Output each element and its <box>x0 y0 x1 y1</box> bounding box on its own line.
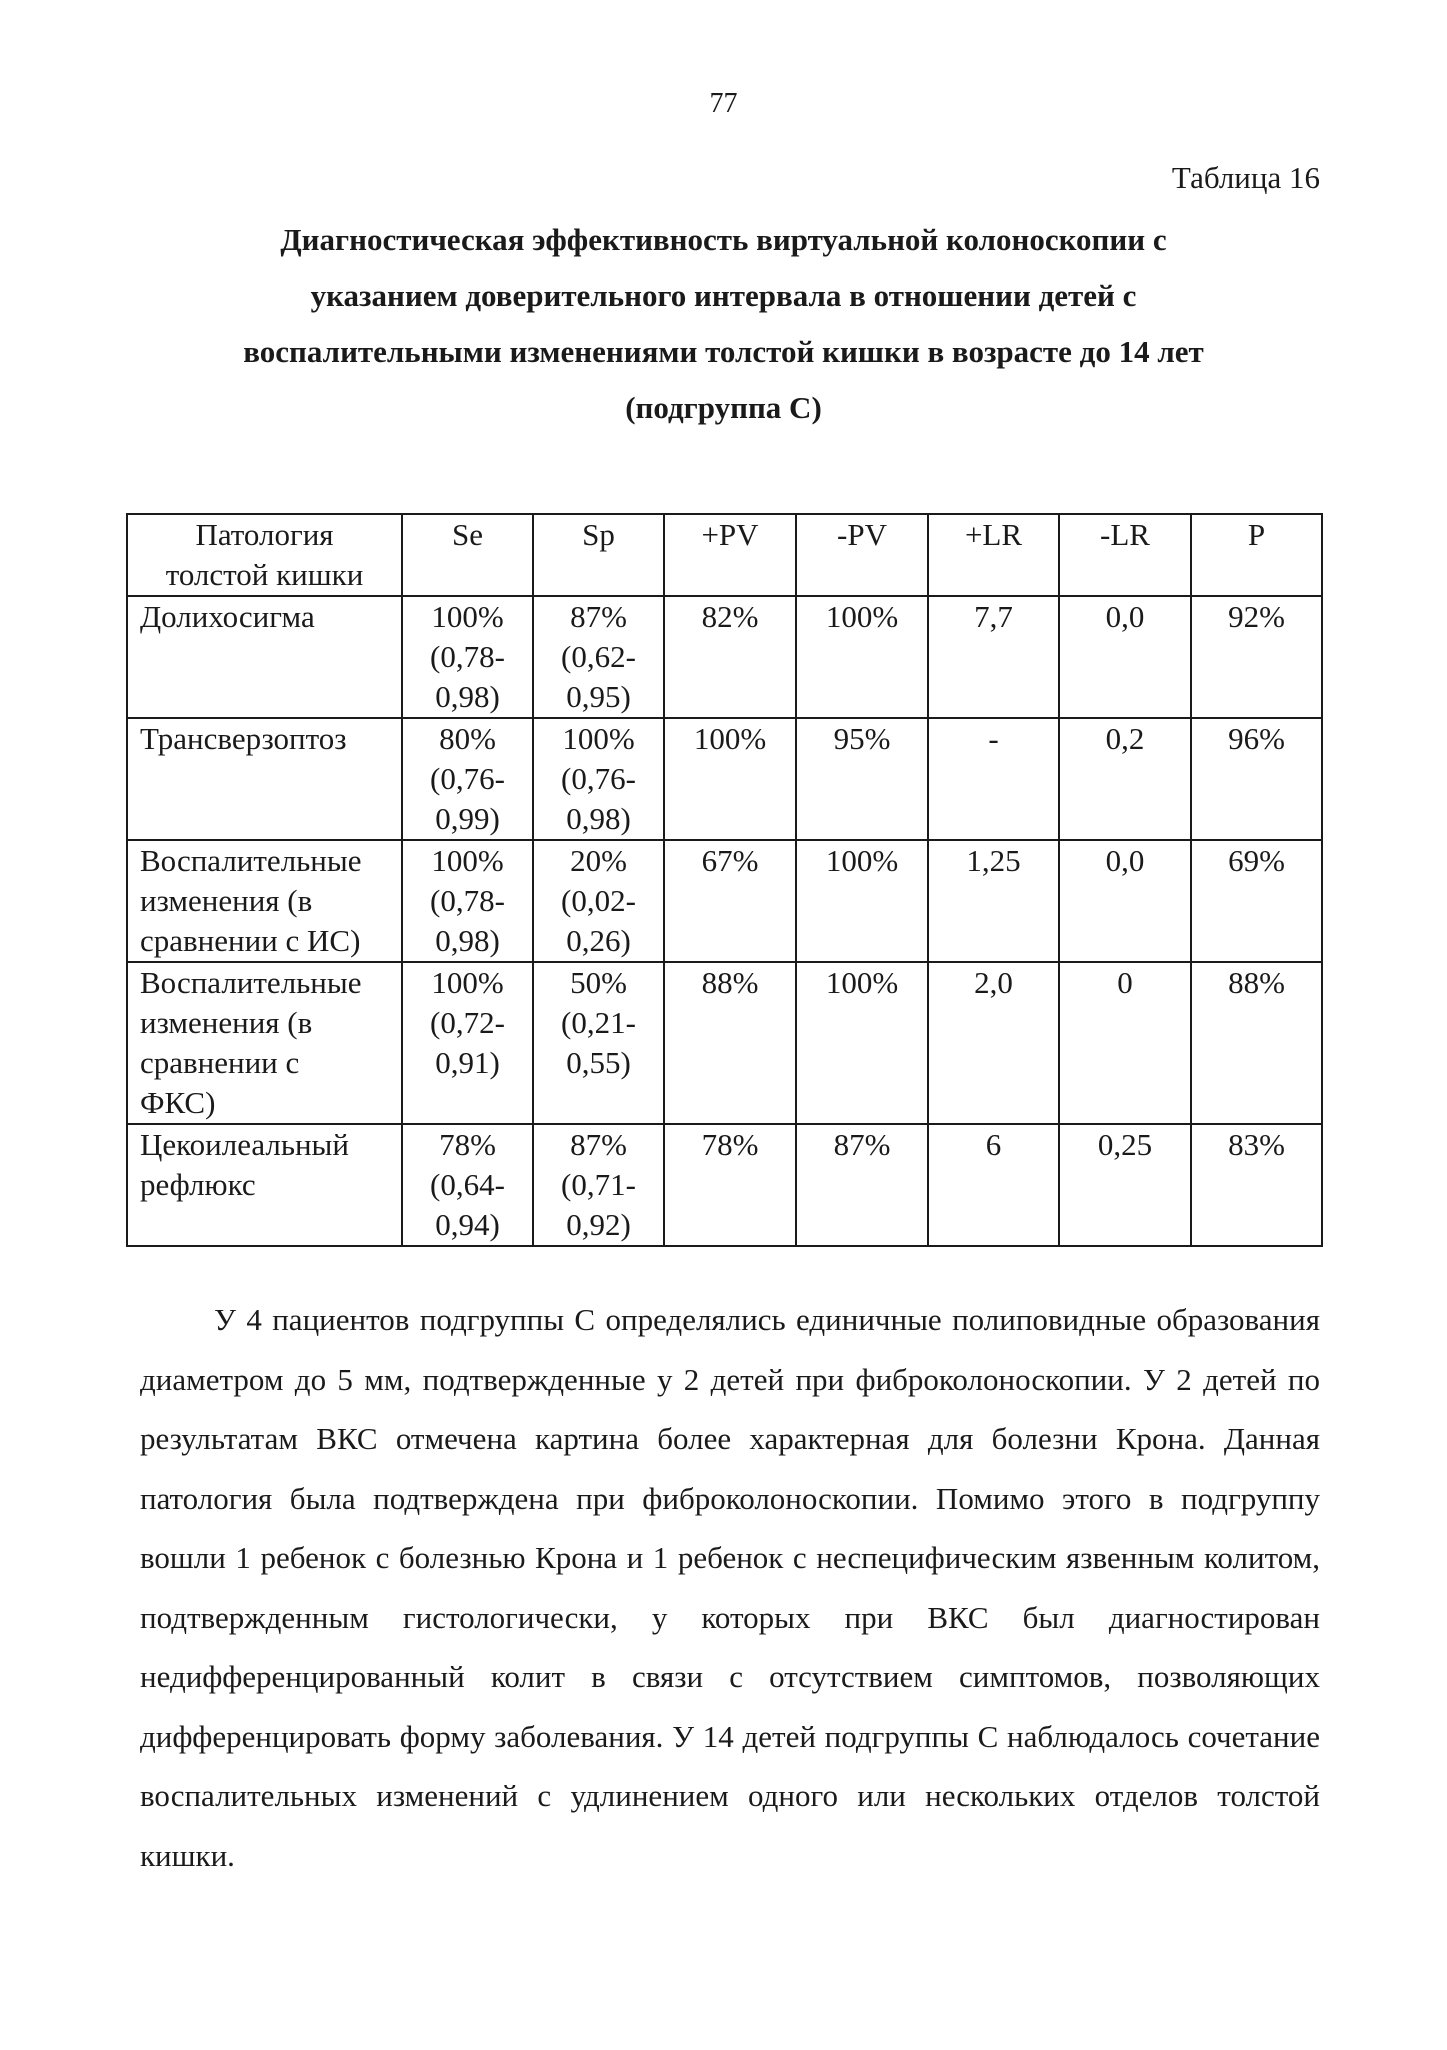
table-cell: 100% (0,76- 0,98) <box>533 718 664 840</box>
table-cell: 2,0 <box>928 962 1059 1124</box>
table-cell: 7,7 <box>928 596 1059 718</box>
table-cell: 95% <box>796 718 928 840</box>
table-cell: 50% (0,21- 0,55) <box>533 962 664 1124</box>
title-line: указанием доверительного интервала в отношении детей с <box>310 278 1137 313</box>
table-cell: - <box>928 718 1059 840</box>
table-cell: 0,0 <box>1059 596 1191 718</box>
table-cell: Трансверзоптоз <box>127 718 402 840</box>
table-cell: 69% <box>1191 840 1322 962</box>
table-cell: 87% (0,62- 0,95) <box>533 596 664 718</box>
table-cell: 88% <box>1191 962 1322 1124</box>
table-cell: Воспалительные изменения (в сравнении с ИС) <box>127 840 402 962</box>
title-line: воспалительными изменениями толстой кишки в возрасте до 14 лет <box>243 334 1204 369</box>
table-cell: 92% <box>1191 596 1322 718</box>
table-cell: 100% (0,72- 0,91) <box>402 962 533 1124</box>
page-number: 77 <box>709 88 738 119</box>
table-cell: Долихосигма <box>127 596 402 718</box>
header-p: P <box>1191 514 1322 596</box>
table-cell: 87% <box>796 1124 928 1246</box>
table-label: Таблица 16 <box>1171 160 1320 195</box>
table-cell: 100% (0,78- 0,98) <box>402 596 533 718</box>
header-ppv: +PV <box>664 514 796 596</box>
table-cell: 1,25 <box>928 840 1059 962</box>
table-cell: 100% <box>796 596 928 718</box>
header-npv: -PV <box>796 514 928 596</box>
table-row <box>127 840 1322 962</box>
table-cell: 82% <box>664 596 796 718</box>
table-cell: 78% (0,64- 0,94) <box>402 1124 533 1246</box>
table-cell: 0 <box>1059 962 1191 1124</box>
table-cell: 88% <box>664 962 796 1124</box>
table-cell: 83% <box>1191 1124 1322 1246</box>
table-cell: 0,0 <box>1059 840 1191 962</box>
table-cell: Цекоилеальный рефлюкс <box>127 1124 402 1246</box>
table-cell: 67% <box>664 840 796 962</box>
table-row <box>127 718 1322 840</box>
header-plr: +LR <box>928 514 1059 596</box>
table-cell: 96% <box>1191 718 1322 840</box>
header-sp: Sp <box>533 514 664 596</box>
table-cell: 100% <box>796 840 928 962</box>
table-row <box>127 1124 1322 1246</box>
table-header-row <box>127 514 1322 596</box>
table-cell: Воспалительные изменения (в сравнении с ФКС) <box>127 962 402 1124</box>
table-cell: 100% <box>796 962 928 1124</box>
title-line: (подгруппа С) <box>625 390 822 425</box>
table-cell: 6 <box>928 1124 1059 1246</box>
header-nlr: -LR <box>1059 514 1191 596</box>
table-cell: 78% <box>664 1124 796 1246</box>
table-row <box>127 596 1322 718</box>
diagnostic-table <box>126 513 1323 1247</box>
table-cell: 100% <box>664 718 796 840</box>
header-pathology: Патология толстой кишки <box>127 514 402 596</box>
table-cell: 80% (0,76- 0,99) <box>402 718 533 840</box>
body-paragraph: У 4 пациентов подгруппы С определялись единичные полиповидные образования диаметром до 5 мм, подтвержденные у 2 детей при фиброколоноскопии. У 2 детей по результатам ВКС отмечена картина более характерная для болезни Крона. Данная патология была подтверждена при фиброколоноскопии. Помимо этого в подгруппу вошли 1 ребенок с болезнью Крона и 1 ребенок с неспецифическим язвенным колитом, подтвержденным гистологически, у которых при ВКС был диагностирован недифференцированный колит в связи с отсутствием симптомов, позволяющих дифференцировать форму заболевания. У 14 детей подгруппы С наблюдалось сочетание воспалительных изменений с удлинением одного или нескольких отделов толстой кишки. <box>140 1302 1320 1873</box>
title-line: Диагностическая эффективность виртуальной колоноскопии с <box>280 222 1167 257</box>
header-se: Se <box>402 514 533 596</box>
table-cell: 0,25 <box>1059 1124 1191 1246</box>
table-cell: 87% (0,71- 0,92) <box>533 1124 664 1246</box>
table-cell: 0,2 <box>1059 718 1191 840</box>
table-cell: 20% (0,02- 0,26) <box>533 840 664 962</box>
table-cell: 100% (0,78- 0,98) <box>402 840 533 962</box>
table-title <box>130 212 1317 436</box>
table-row <box>127 962 1322 1124</box>
